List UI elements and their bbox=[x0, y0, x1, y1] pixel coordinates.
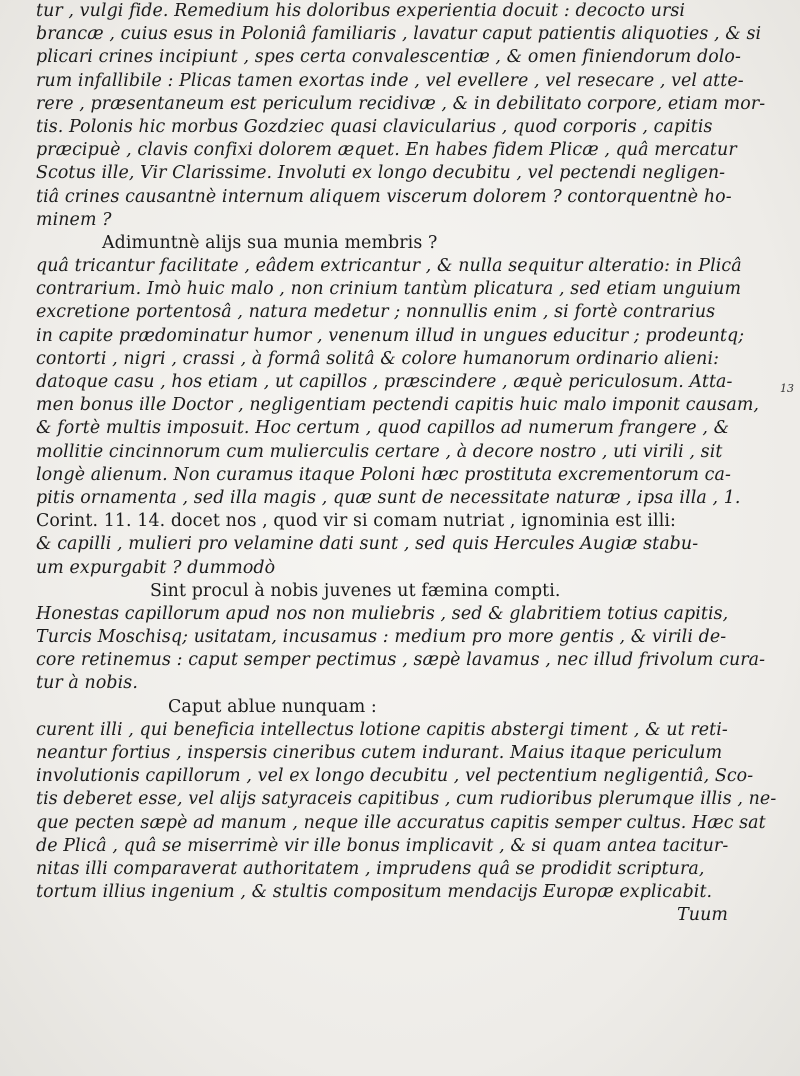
text-line: excretione portentosâ , natura medetur ; nonnullis enim , si fortè contrarius bbox=[36, 302, 716, 323]
body-text bbox=[36, 0, 786, 928]
text-line: Corint. 11. 14. docet nos , quod vir si comam nutriat , ignominia est illi: bbox=[36, 511, 677, 532]
text-line: involutionis capillorum , vel ex longo decubitu , vel pectentium negligentiâ, Sco- bbox=[36, 766, 754, 787]
text-line: brancæ , cuius esus in Poloniâ familiaris , lavatur caput patientis aliquoties , & si bbox=[36, 24, 762, 45]
text-line: rere , præsentaneum est periculum recidivæ , & in debilitato corpore, etiam mor- bbox=[36, 93, 766, 114]
text-line: de Plicâ , quâ se miserrimè vir ille bonus implicavit , & si quam antea tacitur- bbox=[36, 835, 729, 856]
text-line: tis deberet esse, vel alijs satyraceis capitibus , cum rudioribus plerumque illis , ne- bbox=[36, 789, 777, 810]
text-line: datoque casu , hos etiam , ut capillos , præscindere , æquè periculosum. Atta- bbox=[36, 372, 733, 392]
text-line: mollitie cincinnorum cum mulierculis certare , à decore nostro , uti virili , sit bbox=[36, 441, 723, 462]
text-line: & capilli , mulieri pro velamine dati sunt , sed quis Hercules Augiæ stabu- bbox=[36, 534, 699, 555]
text-line: contorti , nigri , crassi , à formâ solitâ & colore humanorum ordinario alieni: bbox=[36, 348, 720, 369]
text-line: Honestas capillorum apud nos non muliebris , sed & glabritiem totius capitis, bbox=[36, 603, 729, 624]
text-line: curent illi , qui beneficia intellectus lotione capitis abstergi timent , & ut reti- bbox=[36, 719, 728, 740]
text-line: Scotus ille, Vir Clarissime. Involuti ex longo decubitu , vel pectendi negligen- bbox=[36, 163, 726, 184]
text-line: men bonus ille Doctor , negligentiam pectendi capitis huic malo imponit causam, bbox=[36, 395, 760, 416]
verse-quote: Caput ablue nunquam : bbox=[168, 696, 377, 717]
text-line: tiâ crines causantnè internum aliquem viscerum dolorem ? contorquentnè ho- bbox=[36, 186, 732, 207]
text-line: que pecten sæpè ad manum , neque ille accuratus capitis semper cultus. Hæc sat bbox=[36, 812, 766, 833]
verse-quote: Sint procul à nobis juvenes ut fæmina compti. bbox=[150, 580, 561, 601]
text-line: minem ? bbox=[36, 209, 112, 230]
text-line: tis. Polonis hic morbus Gozdziec quasi clavicularius , quod corporis , capitis bbox=[36, 116, 713, 137]
catchword: Tuum bbox=[677, 905, 728, 926]
text-line: longè alienum. Non curamus itaque Poloni hæc prostituta excrementorum ca- bbox=[36, 464, 731, 485]
margin-mark: 13 bbox=[780, 382, 794, 395]
text-line: pitis ornamenta , sed illa magis , quæ sunt de necessitate naturæ , ipsa illa , 1. bbox=[36, 487, 741, 508]
text-line: tortum illius ingenium , & stultis compositum mendacijs Europæ explicabit. bbox=[36, 882, 713, 903]
text-line: nitas illi comparaverat authoritatem , imprudens quâ se prodidit scriptura, bbox=[36, 858, 705, 879]
text-line: neantur fortius , inspersis cineribus cutem indurant. Maius itaque periculum bbox=[36, 743, 723, 763]
text-line: core retinemus : caput semper pectimus , sæpè lavamus , nec illud frivolum cura- bbox=[36, 650, 766, 671]
text-line: tur à nobis. bbox=[36, 673, 138, 694]
text-line: præcipuè , clavis confixi dolorem æquet. En habes fidem Plicæ , quâ mercatur bbox=[36, 140, 737, 161]
text-line: plicari crines incipiunt , spes certa convalescentiæ , & omen finiendorum dolo- bbox=[36, 47, 741, 68]
text-line: in capite prædominatur humor , venenum illud in ungues educitur ; prodeuntq; bbox=[36, 325, 745, 346]
text-line: quâ tricantur facilitate , eâdem extricantur , & nulla sequitur alteratio: in Plicâ bbox=[36, 256, 742, 277]
text-line: rum infallibile : Plicas tamen exortas inde , vel evellere , vel resecare , vel atte- bbox=[36, 70, 744, 91]
text-line: um expurgabit ? dummodò bbox=[36, 557, 276, 578]
text-line: tur , vulgi fide. Remedium his doloribus experientia docuit : decocto ursi bbox=[36, 1, 686, 21]
text-line: contrarium. Imò huic malo , non crinium tantùm plicatura , sed etiam unguium bbox=[36, 279, 742, 300]
verse-quote: Adimuntnè alijs sua munia membris ? bbox=[102, 232, 438, 253]
text-line: Turcis Moschisq; usitatam, incusamus : medium pro more gentis , & virili de- bbox=[36, 627, 727, 648]
text-line: & fortè multis imposuit. Hoc certum , quod capillos ad numerum frangere , & bbox=[36, 418, 730, 439]
